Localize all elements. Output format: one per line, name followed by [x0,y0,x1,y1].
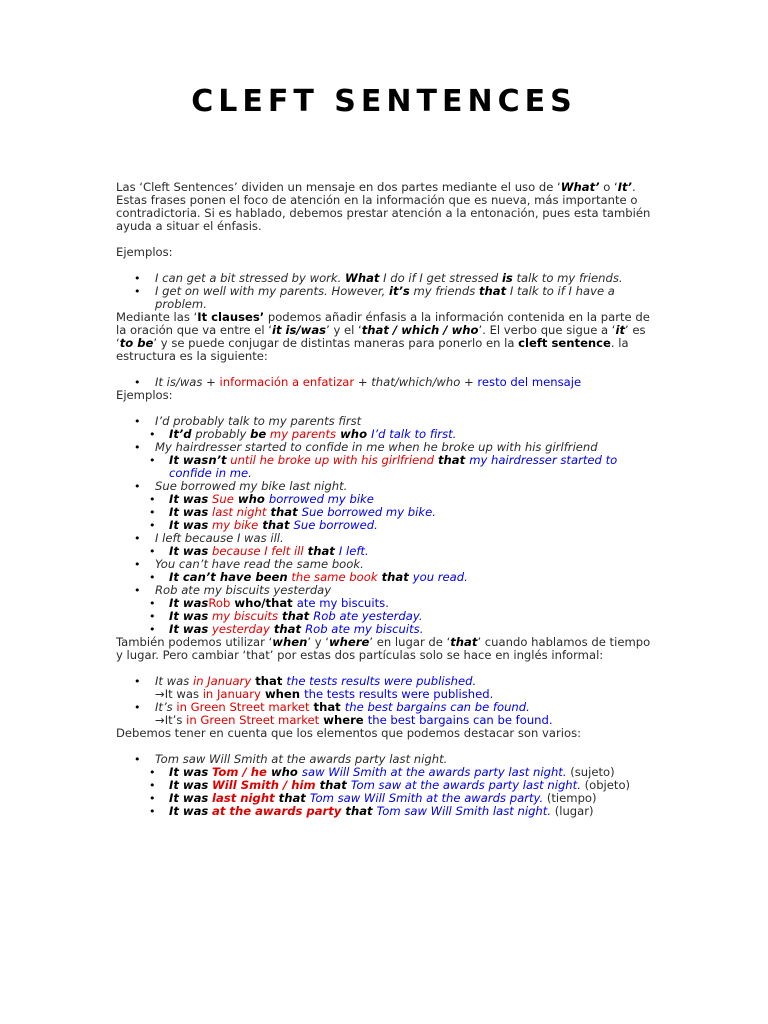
sub-item: • It was yesterday that Rob ate my biscuits. [169,623,652,636]
text: . Estas frases ponen el foco de atención en la información que es nueva, más importante o contradictoria. Si es hablado, debemos prestar atención a la entonación, pues esta también ayuda a situar el énfasis. [116,180,651,233]
example-list-3 [116,675,652,727]
list-item-continued: →It was in January when the tests results were published. [155,687,494,701]
examples-heading-2: Ejemplos: [116,388,173,402]
example-list-4 [116,753,652,818]
sub-item: • It was last night that Sue borrowed my bike. [169,506,652,519]
list-item: • Sue borrowed my bike last night. • It was Sue who borrowed my bike • It was last night that Sue borrowed my bike. • It was my bike that Sue borrowed. [155,480,652,532]
mediante-paragraph: Mediante las ‘It clauses’ podemos añadir énfasis a la información contenida en la parte de la oración que va entre el ‘it is/was’ y el ‘that / which / who’. El verbo que sigue a ‘it’ es ‘to be’ y se puede conjugar de distintas maneras para ponerlo en la cleft sentence. la estructura es la siguiente: [116,310,650,363]
keyword: It’ [617,180,632,194]
sub-item: • It was Tom / he who saw Will Smith at the awards party last night. (sujeto) [169,766,652,779]
list-item: • You can’t have read the same book. • It can’t have been the same book that you read. [155,558,652,584]
sub-item: • It was Sue who borrowed my bike [169,493,652,506]
sub-item: • It was my bike that Sue borrowed. [169,519,652,532]
page-title: CLEFT SENTENCES [191,84,577,119]
list-item: • It’s in Green Street market that the best bargains can be found. [155,701,652,714]
sub-item: • It was Will Smith / him that Tom saw at the awards party last night. (objeto) [169,779,652,792]
text: Las ‘Cleft Sentences’ dividen un mensaje en dos partes mediante el uso de ‘ [116,180,561,194]
sub-item: • It’d probably be my parents who I’d talk to first. [169,428,652,441]
sub-item: • It was last night that Tom saw Will Smith at the awards party. (tiempo) [169,792,652,805]
sub-item: • It was my biscuits that Rob ate yesterday. [169,610,652,623]
list-item: • I left because I was ill. • It was because I felt ill that I left. [155,532,652,558]
document-body [116,181,652,818]
debemos-paragraph: Debemos tener en cuenta que los elementos que podemos destacar son varios: [116,726,582,740]
list-item: • It was in January that the tests results were published. [155,675,652,688]
list-item: • Tom saw Will Smith at the awards party last night. • It was Tom / he who saw Will Smith at the awards party last night. (sujeto) • It was Will Smith / him that Tom saw at the awards party last night. (objeto) • It was last night that Tom saw Will Smith at the awards party. (tiempo) • It was at the awards party that Tom saw Will Smith last night. (lugar) [155,753,652,818]
examples-heading: Ejemplos: [116,245,173,259]
example-list-2 [116,415,652,636]
sub-item: • It was at the awards party that Tom saw Will Smith last night. (lugar) [169,805,652,818]
formula-item: • It is/was + información a enfatizar + that/which/who + resto del mensaje [155,376,652,389]
sub-item: • It was because I felt ill that I left. [169,545,652,558]
sub-item: • It wasRob who/that ate my biscuits. [169,597,652,610]
example-list-1 [116,272,652,311]
tambien-paragraph: También podemos utilizar ‘when’ y ‘where’ en lugar de ‘that’ cuando hablamos de tiempo y lugar. Pero cambiar ‘that’ por estas dos partículas solo se hace en inglés informal: [116,635,651,662]
formula-list [116,376,652,389]
intro-paragraph [116,181,652,233]
sub-item: • It wasn’t until he broke up with his girlfriend that my hairdresser started to confide in me. [169,454,652,480]
list-item: • Rob ate my biscuits yesterday • It wasRob who/that ate my biscuits. • It was my biscuits that Rob ate yesterday. • It was yesterday that Rob ate my biscuits. [155,584,652,636]
list-item: • I’d probably talk to my parents first • It’d probably be my parents who I’d talk to first. [155,415,652,441]
list-item-continued: →It’s in Green Street market where the best bargains can be found. [155,713,553,727]
text: o ‘ [599,180,618,194]
list-item: • I get on well with my parents. However, it’s my friends that I talk to if I have a problem. [155,285,652,311]
sub-item: • It can’t have been the same book that you read. [169,571,652,584]
list-item: • I can get a bit stressed by work. What I do if I get stressed is talk to my friends. [155,272,652,285]
list-item: • My hairdresser started to confide in me when he broke up with his girlfriend • It wasn’t until he broke up with his girlfriend that my hairdresser started to confide in me. [155,441,652,480]
keyword: What’ [560,180,600,194]
